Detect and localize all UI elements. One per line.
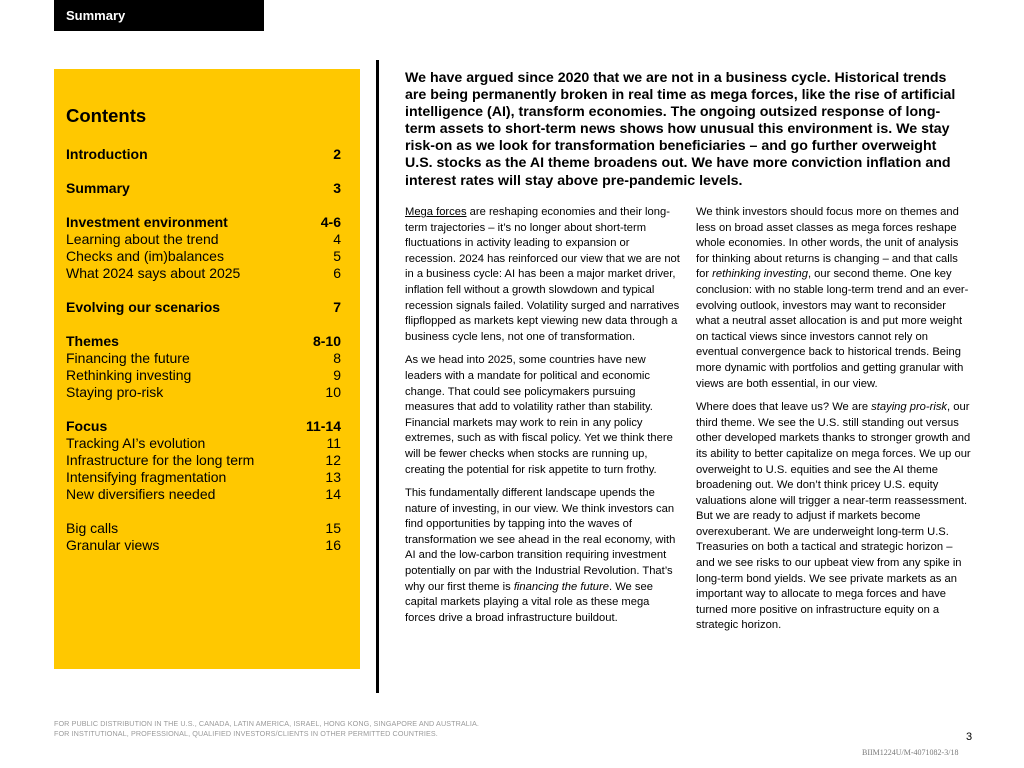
- toc-entry-label: Learning about the trend: [66, 231, 219, 247]
- toc-entry[interactable]: [66, 231, 341, 248]
- toc-entry-page: 8-10: [312, 333, 341, 349]
- toc-entry[interactable]: [66, 418, 341, 435]
- toc-entry-label: Infrastructure for the long term: [66, 452, 255, 468]
- paragraph: Where does that leave us? We are staying pro-risk, our third theme. We see the U.S. still standing out versus other developed markets thanks to stronger growth and its ability to better capitalize on mega forces. We up our overweight to U.S. equities and see the AI theme broadening out. We don’t think pricey U.S. equity valuations alone will trigger a near-term reassessment. But we are ready to adjust if markets become overexuberant. We are underweight long-term U.S. Treasuries on both a tactical and strategic horizon – and we see risks to our upbeat view from any spike in long-term bond yields. We see private markets as an important way to allocate to mega forces and have turned more positive on infrastructure equity on a strategic horizon.: [696, 401, 971, 632]
- toc-entry[interactable]: [66, 486, 341, 503]
- toc-entry-page: 10: [325, 384, 341, 400]
- toc-group: [66, 333, 341, 401]
- toc-entry-label: Introduction: [66, 146, 148, 162]
- toc-entry-page: 7: [333, 299, 341, 315]
- toc-group: [66, 520, 341, 554]
- toc-group: [66, 214, 341, 282]
- footer-legal: [54, 719, 479, 739]
- vertical-divider: [376, 60, 379, 693]
- toc-entry-page: 4: [333, 231, 341, 247]
- toc-entry-page: 2: [333, 146, 341, 162]
- toc-group: [66, 418, 341, 503]
- paragraph: Mega forces are reshaping economies and their long-term trajectories – it’s no longer about short-term fluctuations in activity leading to expansion or recession. 2024 has reinforced our view that we are not in a business cycle: AI has been a major market driver, inflation fell without a growth slowdown and typical recession signals failed. Volatility surged and narratives flipflopped as markets kept viewing new data through a business cycle lens, not one of transformation.: [405, 206, 680, 343]
- toc-entry-label: Granular views: [66, 537, 160, 553]
- toc-group: [66, 299, 341, 316]
- toc-entry[interactable]: [66, 367, 341, 384]
- toc-entry-label: What 2024 says about 2025: [66, 265, 241, 281]
- toc-entry-label: Intensifying fragmentation: [66, 469, 227, 485]
- toc-entry[interactable]: [66, 350, 341, 367]
- toc-entry-label: Checks and (im)balances: [66, 248, 224, 264]
- toc-entry[interactable]: [66, 452, 341, 469]
- toc-entry-label: Financing the future: [66, 350, 190, 366]
- toc-entry-page: 15: [325, 520, 341, 536]
- legal-line: FOR INSTITUTIONAL, PROFESSIONAL, QUALIFIED INVESTORS/CLIENTS IN OTHER PERMITTED COUNTRIES.: [54, 729, 438, 738]
- toc-group: [66, 146, 341, 163]
- toc-entry[interactable]: [66, 537, 341, 554]
- paragraph: We think investors should focus more on themes and less on broad asset classes as mega forces reshape whole economies. In other words, the unit of analysis for thinking about returns is changing – and that calls for rethinking investing, our second theme. One key conclusion: with no stable long-term trend and an ever-evolving outlook, investors may want to reconsider what a neutral asset allocation is and put more weight on tactical views since investors cannot rely on eventual convergence back to historical trends. Being more dynamic with portfolios and getting granular with views are both essential, in our view.: [696, 206, 969, 390]
- toc-entry-page: 6: [333, 265, 341, 281]
- toc-entry-label: Focus: [66, 418, 108, 434]
- toc-entry[interactable]: [66, 248, 341, 265]
- toc-group: [66, 180, 341, 197]
- toc-entry[interactable]: [66, 469, 341, 486]
- toc-entry-page: 4-6: [320, 214, 341, 230]
- toc-entry[interactable]: [66, 384, 341, 401]
- body-column-right: [696, 205, 971, 642]
- toc-entry-label: Evolving our scenarios: [66, 299, 221, 315]
- toc-entry[interactable]: [66, 520, 341, 537]
- toc-entry-page: 14: [325, 486, 341, 502]
- toc-entry-page: 11-14: [305, 418, 341, 434]
- toc-entry-label: Tracking AI’s evolution: [66, 435, 206, 451]
- contents-panel: [54, 69, 360, 669]
- toc-entry-label: Staying pro-risk: [66, 384, 164, 400]
- toc-entry-page: 3: [333, 180, 341, 196]
- toc-entry-page: 9: [333, 367, 341, 383]
- toc-entry[interactable]: [66, 214, 341, 231]
- headline: We have argued since 2020 that we are not in a business cycle. Historical trends are being permanently broken in real time as mega forces, like the rise of artificial intelligence (AI), transform economies. The ongoing outsized response of long-term assets to short-term news shows how unusual this environment is. We stay risk-on as we look for transformation beneficiaries – and go further overweight U.S. stocks as the AI theme broadens out. We have more conviction inflation and interest rates will stay above pre-pandemic levels.: [405, 70, 956, 189]
- toc-entry[interactable]: [66, 435, 341, 452]
- section-tab: Summary: [54, 0, 264, 31]
- toc-entry-label: Rethinking investing: [66, 367, 192, 383]
- paragraph: As we head into 2025, some countries have new leaders with a mandate for political and economic change. That could see policymakers pursuing measures that add to volatility rather than stability. Financial markets may work to rein in any policy extremes, such as with fiscal policy. Yet we think there will be fewer checks when stocks are running up, creating the potential for risk appetite to turn frothy.: [405, 354, 673, 476]
- paragraph: This fundamentally different landscape upends the nature of investing, in our view. We think investors can find opportunities by tapping into the waves of transformation we see ahead in the real economy, with AI and the low-carbon transition requiring investment potentially on par with the Industrial Revolution. That’s why our first theme is financing the future. We see capital markets playing a vital role as these mega forces drive a broad infrastructure buildout.: [405, 487, 676, 624]
- legal-line: FOR PUBLIC DISTRIBUTION IN THE U.S., CANADA, LATIN AMERICA, ISRAEL, HONG KONG, SINGAPORE AND AUSTRALIA.: [54, 719, 479, 728]
- toc-entry[interactable]: [66, 180, 341, 197]
- toc-entry-label: Investment environment: [66, 214, 228, 230]
- mega-forces-link[interactable]: Mega forces: [405, 206, 467, 218]
- page-number: 3: [966, 731, 973, 743]
- toc-entry-label: Themes: [66, 333, 119, 349]
- contents-title: Contents: [66, 105, 147, 126]
- toc-entry[interactable]: [66, 265, 341, 282]
- toc-entry-page: 11: [326, 435, 341, 451]
- toc-entry-label: New diversifiers needed: [66, 486, 216, 502]
- toc-entry[interactable]: [66, 299, 341, 316]
- body-column-left: [405, 205, 682, 634]
- toc-entry-page: 16: [325, 537, 341, 553]
- document-code: BIIM1224U/M-4071082-3/18: [862, 748, 959, 757]
- toc-entry-label: Big calls: [66, 520, 119, 536]
- toc-entry-page: 5: [333, 248, 341, 264]
- toc-entry[interactable]: [66, 333, 341, 350]
- toc-entry-page: 12: [325, 452, 341, 468]
- toc-entry[interactable]: [66, 146, 341, 163]
- table-of-contents: [66, 146, 341, 554]
- toc-entry-page: 13: [325, 469, 341, 485]
- toc-entry-page: 8: [333, 350, 341, 366]
- toc-entry-label: Summary: [66, 180, 130, 196]
